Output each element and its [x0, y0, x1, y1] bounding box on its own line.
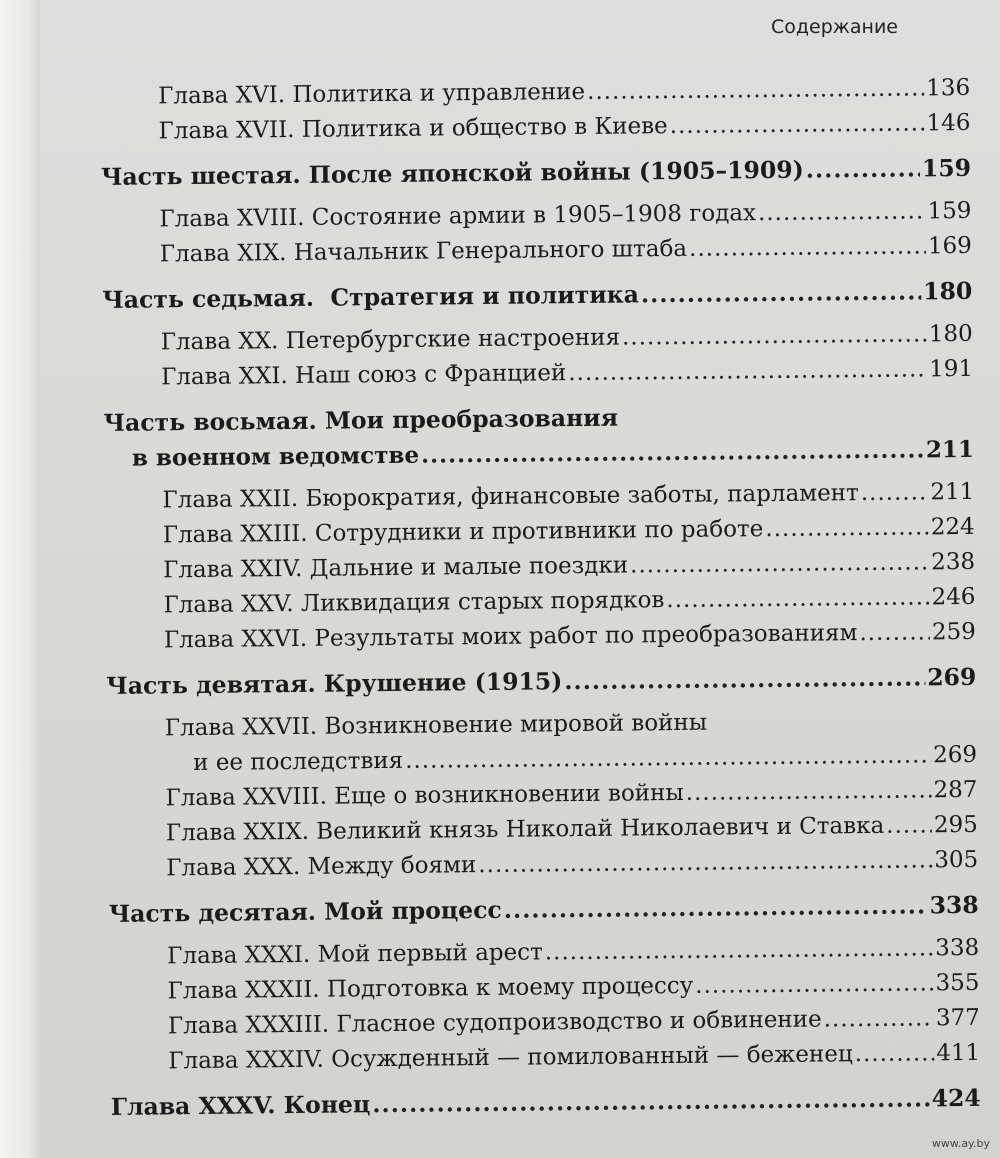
- toc-entry-title: Часть седьмая. Стратегия и политика: [102, 280, 640, 314]
- toc-entry-part: [106, 660, 976, 704]
- toc-entry-page: 146: [926, 109, 971, 137]
- toc-entry-page: 377: [935, 1004, 981, 1032]
- leader-dots: [806, 151, 921, 187]
- leader-dots: [504, 888, 928, 927]
- toc-entry-title-continued: и ее последствия: [193, 747, 404, 777]
- toc-entry-title: Часть девятая. Крушение (1915): [106, 667, 563, 700]
- toc-entry-page: 287: [933, 776, 978, 804]
- leader-dots: [622, 317, 927, 355]
- toc-entry-page: 191: [929, 355, 974, 383]
- leader-dots: [478, 843, 932, 883]
- leader-dots: [641, 274, 922, 312]
- leader-dots: [670, 106, 925, 144]
- toc-entry-title: Часть десятая. Мой процесс: [108, 895, 502, 928]
- toc-entry-page: 136: [926, 74, 971, 102]
- leader-dots: [564, 660, 925, 699]
- toc-entry-title: Глава XXII. Бюрократия, финансовые заботы, парламент: [162, 480, 859, 514]
- watermark: www.ay.by: [931, 1137, 990, 1150]
- leader-dots: [695, 966, 934, 1003]
- toc-entry-title: Часть шестая. После японской войны (1905–1909): [100, 155, 804, 191]
- toc-entry-title: Глава XXV. Ликвидация старых порядков: [163, 587, 665, 619]
- toc-entry-page: 269: [927, 662, 977, 692]
- toc-entry-page: 246: [931, 583, 976, 611]
- toc-entry-page: 338: [929, 890, 979, 920]
- toc-entry-page: 295: [933, 811, 978, 839]
- running-head: Содержание: [771, 16, 898, 38]
- toc-entry-title: Глава XXVI. Результаты моих работ по преобразованиям: [163, 620, 858, 654]
- toc-entry-page: 411: [936, 1039, 981, 1067]
- leader-dots: [765, 510, 929, 547]
- toc-entry-title: Глава XVII. Политика и общество в Киеве: [158, 113, 668, 145]
- toc-entry-title: Глава XVIII. Состояние армии в 1905–1908 годах: [159, 200, 757, 233]
- toc-entry-page: 269: [933, 741, 978, 769]
- toc-entry-title: Глава XXXI. Мой первый арест: [167, 939, 543, 970]
- toc-entry-page: 211: [930, 478, 975, 506]
- toc-entry-chapter: [107, 703, 978, 782]
- leader-dots: [758, 194, 926, 231]
- toc-entry-page: 238: [931, 548, 976, 576]
- toc-entry-part: [109, 888, 979, 932]
- book-page: [40, 0, 1000, 1158]
- toc-entry-page: 305: [934, 846, 979, 874]
- leader-dots: [545, 931, 934, 970]
- leader-dots: [823, 1001, 934, 1037]
- toc-entry-title: Глава XIX. Начальник Генерального штаба: [159, 235, 688, 268]
- leader-dots: [630, 545, 929, 583]
- toc-entry-page: 224: [930, 513, 975, 541]
- leader-dots: [666, 580, 930, 618]
- toc-entry-title: Часть восьмая. Мои преобразования: [103, 403, 619, 437]
- leader-dots: [689, 229, 926, 266]
- toc-entry-page: 355: [935, 969, 980, 997]
- toc-entry-title: Глава XXIV. Дальние и малые поездки: [163, 552, 629, 584]
- page-gutter: [0, 0, 40, 1158]
- toc-entry-part: [101, 151, 971, 195]
- leader-dots: [568, 352, 927, 391]
- toc-entry-part: [102, 274, 972, 318]
- toc-entry-title: Глава XX. Петербургские настроения: [160, 324, 621, 356]
- toc-entry-title: Глава XXI. Наш союз с Францией: [160, 360, 567, 391]
- toc-entry-title: Глава XVI. Политика и управление: [158, 78, 586, 110]
- toc-entry-title: Глава XXVII. Возникновение мировой войны: [164, 709, 708, 742]
- toc-entry-title: Глава XXXII. Подготовка к моему процессу: [167, 972, 694, 1005]
- table-of-contents: [100, 71, 981, 1133]
- toc-entry-title: Глава XXXIV. Осужденный — помилованный — беженец: [168, 1041, 853, 1075]
- toc-entry-page: 211: [925, 435, 975, 464]
- leader-dots: [372, 1081, 930, 1122]
- toc-entry-title-continued: в военном ведомстве: [131, 441, 420, 472]
- toc-entry-title: Глава XXXV. Конец: [110, 1090, 371, 1121]
- toc-entry-title: Глава XXVIII. Еще о возникновении войны: [165, 779, 684, 812]
- leader-dots: [587, 71, 925, 110]
- toc-entry-page: 159: [921, 153, 972, 183]
- toc-entry-page: 338: [935, 934, 980, 962]
- toc-entry-title: Глава XXXIII. Гласное судопроизводство и обвинение: [167, 1006, 822, 1040]
- toc-entry-page: 259: [931, 618, 976, 646]
- toc-entry-page: 180: [928, 320, 973, 348]
- leader-dots: [859, 615, 930, 651]
- toc-entry-page: 169: [927, 232, 972, 260]
- leader-dots: [686, 773, 932, 811]
- leader-dots: [405, 738, 931, 779]
- toc-entry-part: [103, 397, 974, 476]
- toc-entry-page: 424: [931, 1083, 981, 1113]
- toc-entry-final: [111, 1081, 981, 1125]
- leader-dots: [861, 475, 929, 511]
- toc-entry-title: Глава XXIII. Сотрудники и противники по работе: [162, 516, 764, 549]
- leader-dots: [886, 808, 932, 843]
- toc-entry-title: Глава XXIX. Великий князь Николай Николаевич и Ставка: [165, 812, 885, 847]
- leader-dots: [855, 1036, 935, 1072]
- toc-entry-page: 159: [927, 197, 972, 225]
- toc-entry-title: Глава XXX. Между боями: [166, 852, 477, 882]
- toc-entry-page: 180: [923, 276, 973, 306]
- leader-dots: [421, 432, 924, 472]
